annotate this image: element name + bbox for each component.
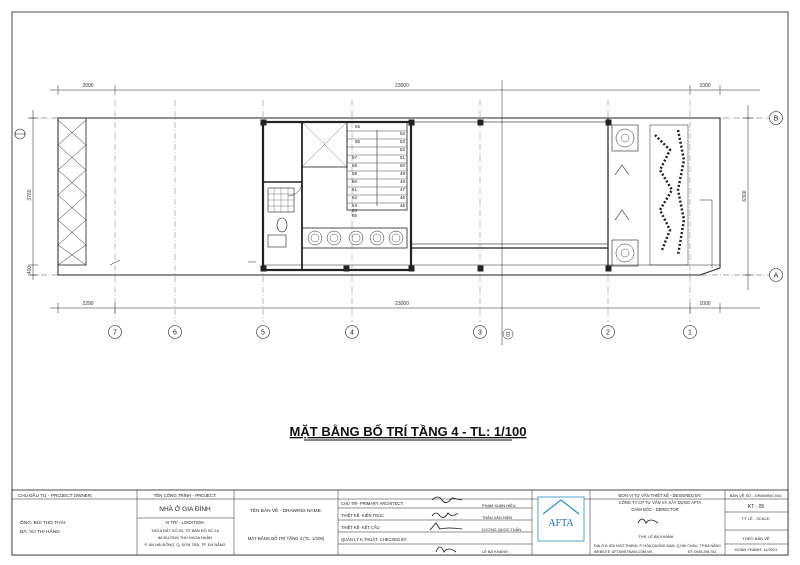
afta-logo bbox=[538, 497, 584, 541]
scale-header: TỶ LỆ - SCALE: bbox=[741, 516, 771, 521]
axis-label-6: 6 bbox=[173, 329, 177, 337]
director-name: THS. LÊ BÁ KHÁNH bbox=[638, 535, 674, 539]
name-row-1: PHẠM XUÂN HIỆU bbox=[482, 503, 516, 508]
company-phone: ĐT: 0935.298.761 bbox=[688, 550, 717, 554]
location-line-3: P. AN HẢI ĐÔNG, Q. SƠN TRÀ, TP. ĐÀ NẴNG bbox=[144, 542, 226, 547]
svg-text:55: 55 bbox=[355, 124, 361, 129]
company-website: WEBSITE: AFTAVIETNAM.COM.VN bbox=[594, 550, 652, 554]
project-header: TÊN CÔNG TRÌNH - PROJECT: bbox=[153, 493, 217, 498]
plant-row bbox=[655, 135, 672, 250]
name-row-4: LÊ BÁ KHÁNH bbox=[482, 549, 508, 554]
svg-text:54: 54 bbox=[400, 131, 406, 136]
owner-header: CHỦ ĐẦU TƯ - PROJECT OWNER: bbox=[18, 493, 93, 498]
axis-label-1: 1 bbox=[688, 329, 692, 337]
washbasin bbox=[268, 235, 286, 247]
svg-text:46: 46 bbox=[400, 195, 406, 200]
axis-label-a: A bbox=[773, 272, 779, 280]
location-line-2: 86 ĐƯỜNG THỦ KHOA HUÂN bbox=[158, 535, 212, 540]
svg-text:65: 65 bbox=[352, 213, 358, 218]
sheet-no-header: BẢN VẼ SỐ - DRAWING NO: bbox=[729, 493, 783, 498]
dim-left-small: 400 bbox=[27, 265, 33, 275]
location-line-1: THỬA ĐẤT SỐ 53, TỜ BẢN ĐỒ SỐ 18 bbox=[151, 528, 219, 533]
company-address: ĐỊA CHỈ: 829 NGÔ THÀNH, P. HÒA QUỐNG NAM, Q.HẢI CHÂU, TP.ĐÀ NẴNG bbox=[594, 544, 721, 548]
dim-top-left: 2000 bbox=[82, 83, 94, 89]
svg-text:45: 45 bbox=[400, 203, 406, 208]
svg-text:52: 52 bbox=[400, 147, 406, 152]
toilet bbox=[277, 218, 287, 232]
owner-name-1: ÔNG: BÙI THỌ THÁI bbox=[20, 521, 66, 526]
role-row-4: QUẢN LÝ K.THUẬT- CHECKED BY: bbox=[341, 537, 408, 542]
role-row-1: CHỦ TRÌ- PRIMARY ARCHITECT: bbox=[341, 501, 404, 506]
svg-text:56: 56 bbox=[355, 139, 361, 144]
dim-top-right: 1000 bbox=[699, 83, 711, 89]
dim-bottom-main: 23000 bbox=[395, 301, 409, 307]
project-name: NHÀ Ở GIA ĐÌNH bbox=[159, 506, 211, 513]
axis-label-5: 5 bbox=[261, 329, 265, 337]
company-name: CÔNG TY CP TƯ VẤN VÀ XÂY DỰNG AFTA bbox=[618, 500, 702, 505]
axis-label-2: 2 bbox=[606, 329, 610, 337]
svg-text:51: 51 bbox=[400, 155, 406, 160]
location-header: VỊ TRÍ - LOCATION: bbox=[165, 520, 205, 525]
svg-text:47: 47 bbox=[400, 187, 406, 192]
name-row-2: TRẦN VĂN HIỀN bbox=[482, 515, 513, 520]
axis-bubbles-right bbox=[770, 112, 783, 282]
designer-header: ĐƠN VỊ TƯ VẤN THIẾT KẾ - DESIGNED BY: bbox=[618, 493, 702, 498]
sheet-no: KT - 05 bbox=[747, 504, 765, 510]
svg-text:59: 59 bbox=[352, 171, 358, 176]
svg-text:53: 53 bbox=[400, 139, 406, 144]
logo-text: AFTA bbox=[548, 518, 574, 529]
dim-right: 6300 bbox=[742, 190, 748, 202]
section-label: 01 bbox=[506, 331, 512, 337]
axis-label-3: 3 bbox=[478, 329, 482, 337]
svg-text:61: 61 bbox=[352, 187, 358, 192]
role-row-3: THIẾT KẾ- KẾT CẤU bbox=[341, 525, 380, 530]
drawing-title: MẶT BẰNG BỐ TRÍ TẦNG 4 - TL: 1/100 bbox=[289, 424, 527, 439]
svg-text:50: 50 bbox=[400, 163, 406, 168]
svg-text:63: 63 bbox=[352, 203, 358, 208]
open-terrace bbox=[411, 122, 608, 244]
drawing-name-header: TÊN BẢN VẼ - DRAWING NAME: bbox=[249, 509, 323, 514]
floor-plan bbox=[14, 80, 770, 345]
axis-label-4: 4 bbox=[350, 329, 354, 337]
svg-text:48: 48 bbox=[400, 179, 406, 184]
axis-label-7: 7 bbox=[113, 329, 117, 337]
sheet-border bbox=[12, 12, 788, 555]
svg-text:64: 64 bbox=[352, 208, 358, 213]
dim-left-main: 3760 bbox=[27, 189, 33, 201]
owner-name-2: BÀ: VŨ THỊ HẰNG bbox=[20, 530, 60, 535]
balcony-railing bbox=[58, 120, 86, 265]
name-row-3: LƯƠNG QUỐC TUẤN bbox=[482, 527, 522, 532]
scale-value: THEO BẢN VẼ bbox=[742, 536, 770, 541]
dim-bottom-left: 2290 bbox=[82, 301, 94, 307]
svg-text:58: 58 bbox=[352, 163, 358, 168]
director-role: GIÁM ĐỐC - DERECTOR bbox=[631, 507, 679, 512]
svg-text:49: 49 bbox=[400, 171, 406, 176]
svg-text:62: 62 bbox=[352, 195, 358, 200]
svg-text:60: 60 bbox=[352, 179, 358, 184]
svg-text:57: 57 bbox=[352, 155, 358, 160]
role-row-2: THIẾT KẾ- KIẾN TRÚC bbox=[341, 513, 384, 518]
dim-top-main: 23000 bbox=[395, 83, 409, 89]
completion-date: HOÀN THÀNH: 11/2021 bbox=[734, 547, 778, 552]
dim-bottom-right: 1000 bbox=[699, 301, 711, 307]
building-outline bbox=[58, 118, 720, 275]
drawing-name: MẶT BẰNG BỐ TRÍ TẦNG 4 (TL: 1/100) bbox=[247, 536, 325, 541]
axis-label-b: B bbox=[773, 115, 779, 123]
